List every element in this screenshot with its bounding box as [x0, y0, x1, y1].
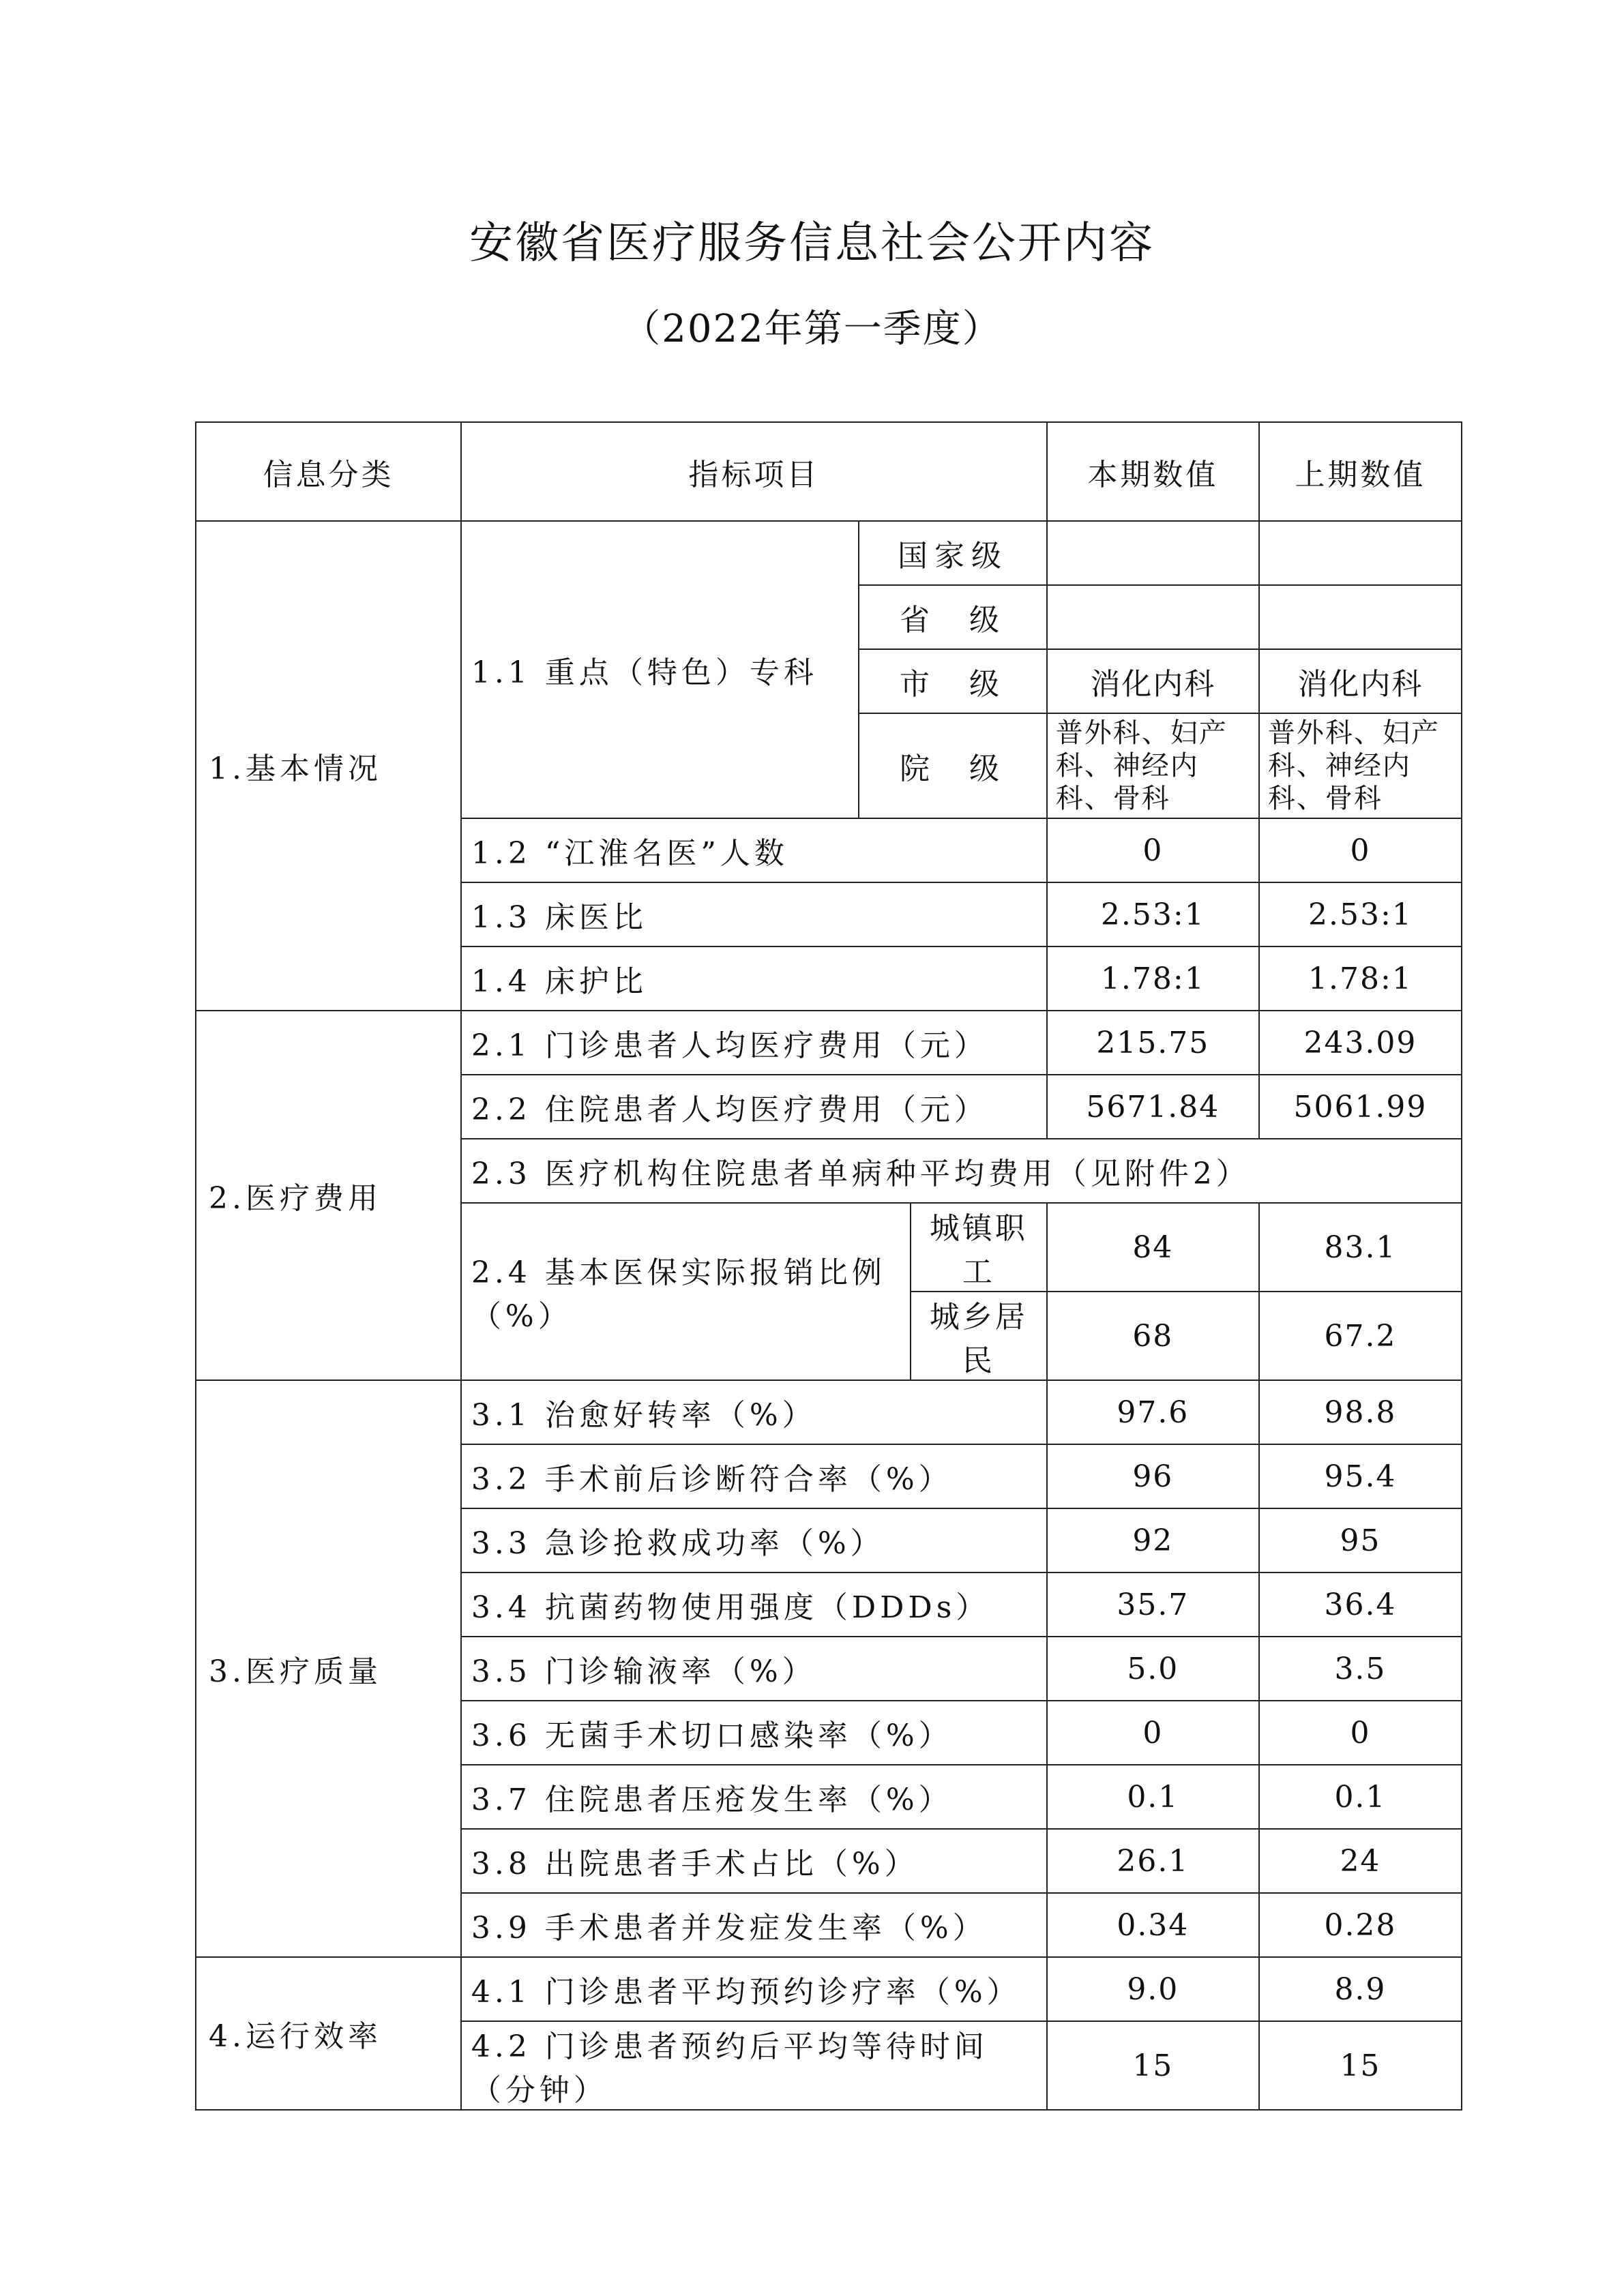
table-row: [196, 1011, 1462, 1075]
level-city: 市 级: [859, 649, 1046, 713]
value-previous: 15: [1259, 2021, 1462, 2110]
item-name: 3.5 门诊输液率（%）: [461, 1637, 1047, 1701]
item-name: 4.2 门诊患者预约后平均等待时间（分钟）: [461, 2021, 1047, 2110]
item-name: 2.1 门诊患者人均医疗费用（元）: [461, 1011, 1047, 1075]
item-name: 2.3 医疗机构住院患者单病种平均费用（见附件2）: [461, 1139, 1462, 1203]
page-title: 安徽省医疗服务信息社会公开内容: [469, 218, 1155, 269]
category-efficiency: 4.运行效率: [196, 1957, 461, 2110]
value-current: 0.34: [1047, 1893, 1259, 1957]
value-previous: 3.5: [1259, 1637, 1462, 1701]
value-previous: 1.78:1: [1259, 946, 1462, 1011]
item-name: 1.2 “江淮名医”人数: [461, 818, 1047, 882]
item-name: 1.3 床医比: [461, 882, 1047, 946]
value-previous: 36.4: [1259, 1572, 1462, 1637]
item-name: 4.1 门诊患者平均预约诊疗率（%）: [461, 1957, 1047, 2021]
value-current: 96: [1047, 1444, 1259, 1508]
info-table: [195, 421, 1462, 2111]
value-current: 0: [1047, 1701, 1259, 1765]
value-current: [1047, 585, 1259, 649]
item-name: 3.3 急诊抢救成功率（%）: [461, 1508, 1047, 1572]
value-current: 5.0: [1047, 1637, 1259, 1701]
item-name: 3.2 手术前后诊断符合率（%）: [461, 1444, 1047, 1508]
header-previous: 上期数值: [1259, 422, 1462, 521]
value-previous: 98.8: [1259, 1380, 1462, 1444]
sub-item-residents: 城乡居民: [911, 1292, 1047, 1380]
category-cost: 2.医疗费用: [196, 1011, 461, 1380]
value-current: [1047, 521, 1259, 585]
value-previous: [1259, 521, 1462, 585]
item-name: 3.8 出院患者手术占比（%）: [461, 1829, 1047, 1893]
value-current: 1.78:1: [1047, 946, 1259, 1011]
header-row: [196, 422, 1462, 521]
value-previous: 普外科、妇产科、神经内科、骨科: [1259, 713, 1462, 818]
value-previous: 95.4: [1259, 1444, 1462, 1508]
item-name: 3.7 住院患者压疮发生率（%）: [461, 1765, 1047, 1829]
value-current: 消化内科: [1047, 649, 1259, 713]
category-basic: 1.基本情况: [196, 521, 461, 1011]
value-current: 0.1: [1047, 1765, 1259, 1829]
header-current: 本期数值: [1047, 422, 1259, 521]
value-current: 15: [1047, 2021, 1259, 2110]
item-key-specialty: 1.1 重点（特色）专科: [461, 521, 859, 818]
sub-item-urban-workers: 城镇职工: [911, 1203, 1047, 1292]
value-previous: 24: [1259, 1829, 1462, 1893]
value-previous: 5061.99: [1259, 1075, 1462, 1139]
item-name: 2.4 基本医保实际报销比例（%）: [461, 1203, 911, 1380]
value-current: 35.7: [1047, 1572, 1259, 1637]
page-subtitle: （2022年第一季度）: [622, 307, 1002, 351]
value-current: 84: [1047, 1203, 1259, 1292]
item-name: 3.9 手术患者并发症发生率（%）: [461, 1893, 1047, 1957]
value-current: 97.6: [1047, 1380, 1259, 1444]
value-previous: 95: [1259, 1508, 1462, 1572]
table-row: [196, 521, 1462, 585]
value-previous: 0.28: [1259, 1893, 1462, 1957]
value-current: 普外科、妇产科、神经内科、骨科: [1047, 713, 1259, 818]
level-national: 国家级: [859, 521, 1046, 585]
value-previous: 0.1: [1259, 1765, 1462, 1829]
value-current: 5671.84: [1047, 1075, 1259, 1139]
level-provincial: 省 级: [859, 585, 1046, 649]
item-name: 2.2 住院患者人均医疗费用（元）: [461, 1075, 1047, 1139]
header-indicator: 指标项目: [461, 422, 1047, 521]
table-row: [196, 1957, 1462, 2021]
value-previous: 83.1: [1259, 1203, 1462, 1292]
value-current: 68: [1047, 1292, 1259, 1380]
value-previous: 消化内科: [1259, 649, 1462, 713]
value-previous: 2.53:1: [1259, 882, 1462, 946]
header-category: 信息分类: [196, 422, 461, 521]
value-current: 26.1: [1047, 1829, 1259, 1893]
item-name: 3.4 抗菌药物使用强度（DDDs）: [461, 1572, 1047, 1637]
item-name: 3.6 无菌手术切口感染率（%）: [461, 1701, 1047, 1765]
value-current: 2.53:1: [1047, 882, 1259, 946]
value-previous: [1259, 585, 1462, 649]
item-name: 3.1 治愈好转率（%）: [461, 1380, 1047, 1444]
value-previous: 8.9: [1259, 1957, 1462, 2021]
value-current: 92: [1047, 1508, 1259, 1572]
category-quality: 3.医疗质量: [196, 1380, 461, 1957]
value-previous: 0: [1259, 818, 1462, 882]
value-current: 9.0: [1047, 1957, 1259, 2021]
table-row: [196, 1380, 1462, 1444]
item-name: 1.4 床护比: [461, 946, 1047, 1011]
value-current: 215.75: [1047, 1011, 1259, 1075]
value-previous: 243.09: [1259, 1011, 1462, 1075]
level-hospital: 院 级: [859, 713, 1046, 818]
value-previous: 0: [1259, 1701, 1462, 1765]
value-previous: 67.2: [1259, 1292, 1462, 1380]
value-current: 0: [1047, 818, 1259, 882]
